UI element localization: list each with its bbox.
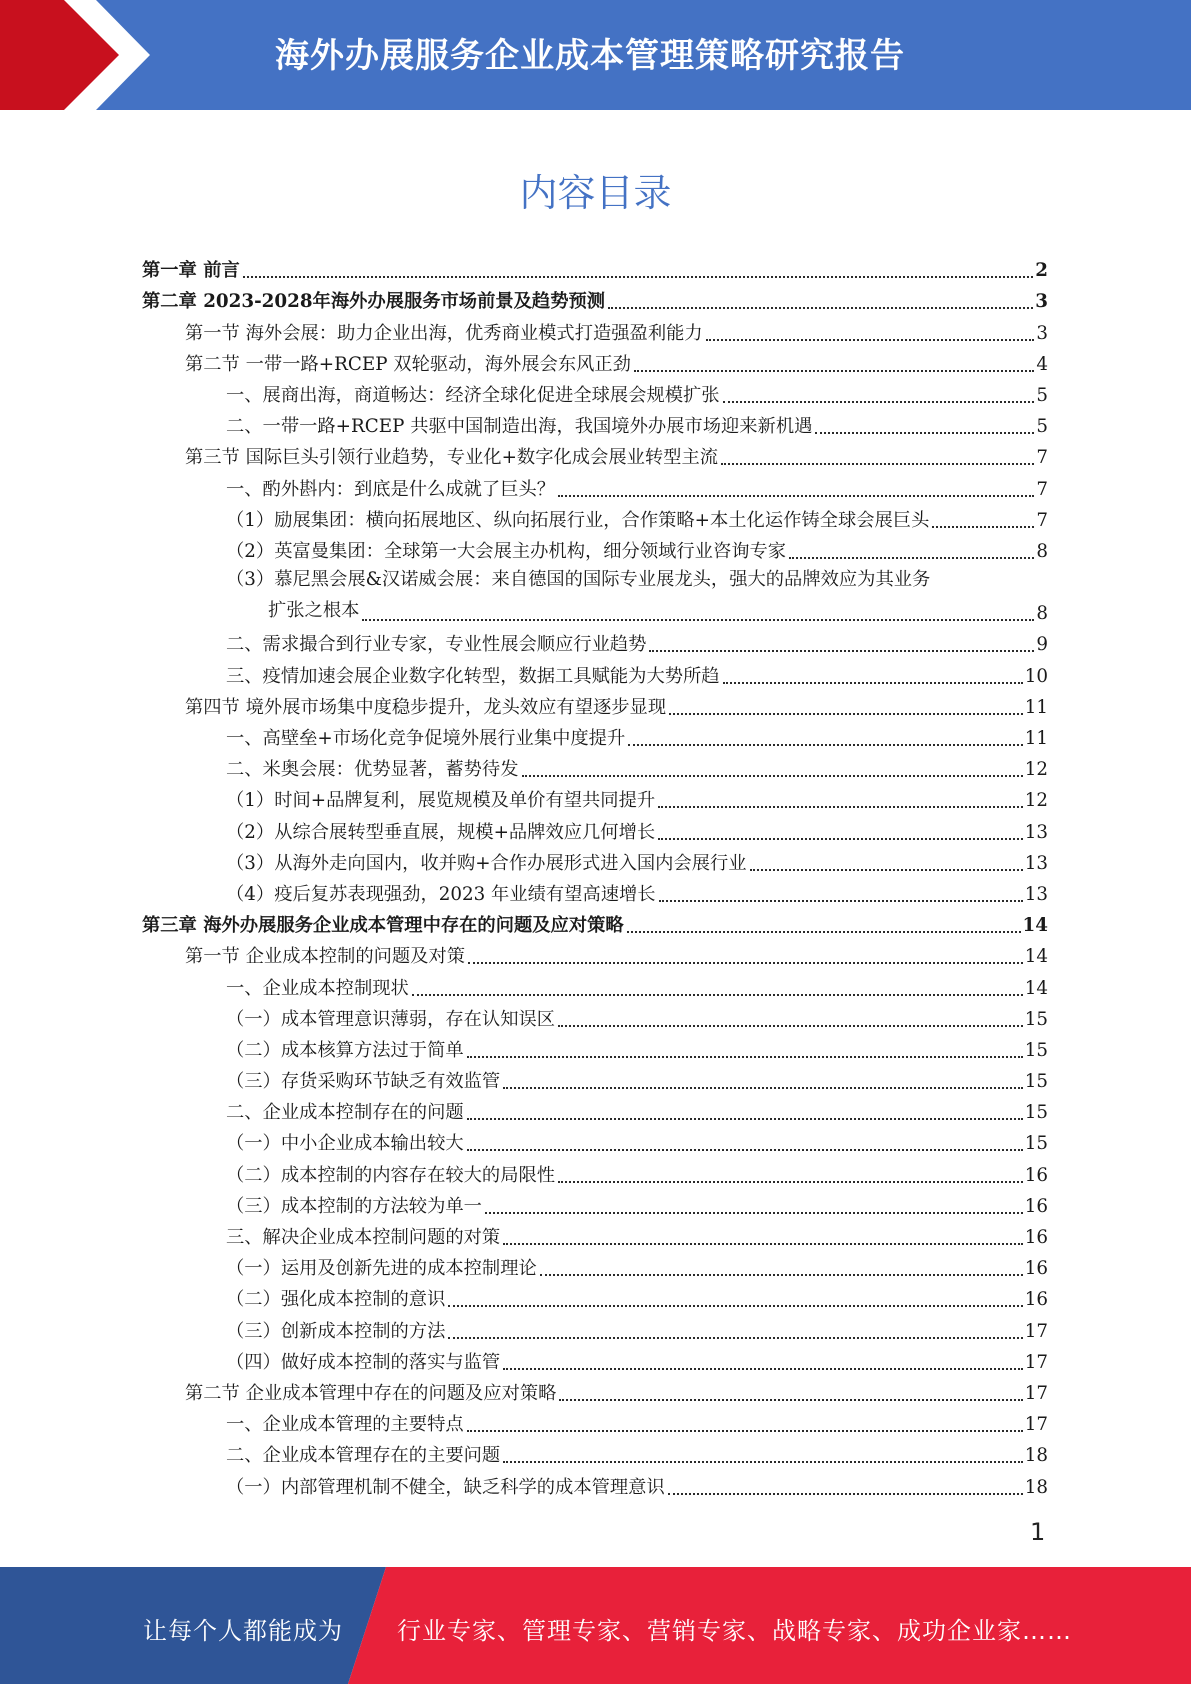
toc-entry[interactable] xyxy=(142,1439,1048,1470)
toc-dot-leader xyxy=(634,369,1034,372)
toc-entry-title: 二、一带一路+RCEP 共驱中国制造出海，我国境外办展市场迎来新机遇 xyxy=(226,416,813,438)
toc-entry-page: 15 xyxy=(1024,1102,1048,1124)
toc-entry-page: 13 xyxy=(1024,883,1048,905)
toc-entry[interactable] xyxy=(142,847,1048,878)
toc-dot-leader xyxy=(467,1429,1023,1432)
toc-entry-page: 3 xyxy=(1036,322,1048,344)
toc-entry-page: 8 xyxy=(1036,603,1048,625)
page-number: 1 xyxy=(1030,1518,1046,1546)
toc-dot-leader xyxy=(540,1273,1023,1276)
toc-entry-title: （四）做好成本控制的落实与监管 xyxy=(226,1351,501,1373)
toc-entry-title: （一）中小企业成本输出较大 xyxy=(226,1133,464,1155)
toc-entry-title: （1）励展集团：横向拓展地区、纵向拓展行业，合作策略+本土化运作铸全球会展巨头 xyxy=(226,509,930,531)
toc-dot-leader xyxy=(723,400,1035,403)
toc-dot-leader xyxy=(503,1086,1023,1089)
toc-dot-leader xyxy=(789,556,1034,559)
toc-entry-page: 12 xyxy=(1024,790,1048,812)
toc-entry[interactable] xyxy=(142,1158,1048,1189)
toc-entry-page: 18 xyxy=(1024,1476,1048,1498)
toc-entry-page: 5 xyxy=(1036,416,1048,438)
toc-dot-leader xyxy=(558,494,1034,497)
toc-entry-title: （二）强化成本控制的意识 xyxy=(226,1289,446,1311)
toc-entry-page: 7 xyxy=(1036,478,1048,500)
toc-dot-leader xyxy=(750,868,1023,871)
toc-dot-leader xyxy=(723,681,1023,684)
toc-entry-page: 16 xyxy=(1024,1195,1048,1217)
toc-entry[interactable] xyxy=(142,1190,1048,1221)
toc-entry-page: 15 xyxy=(1024,1039,1048,1061)
toc-entry-page: 8 xyxy=(1036,540,1048,562)
chevron-arrow-icon xyxy=(0,0,150,110)
toc-dot-leader xyxy=(608,306,1033,309)
toc-entry[interactable] xyxy=(142,1096,1048,1127)
toc-entry-title: 一、企业成本管理的主要特点 xyxy=(226,1414,464,1436)
toc-entry[interactable] xyxy=(142,1127,1048,1158)
toc-dot-leader xyxy=(467,1148,1023,1151)
toc-entry-title: 第一节 企业成本控制的问题及对策 xyxy=(185,946,466,968)
toc-entry-title: （1）时间+品牌复利，展览规模及单价有望共同提升 xyxy=(226,790,656,812)
toc-entry[interactable] xyxy=(142,472,1048,503)
toc-entry-title: 二、需求撮合到行业专家，专业性展会顺应行业趋势 xyxy=(226,634,647,656)
toc-dot-leader xyxy=(658,805,1023,808)
toc-entry[interactable] xyxy=(142,1003,1048,1034)
toc-dot-leader xyxy=(467,1117,1023,1120)
toc-entry-page: 17 xyxy=(1024,1382,1048,1404)
toc-entry[interactable] xyxy=(142,1314,1048,1345)
toc-entry-page: 10 xyxy=(1024,665,1048,687)
toc-entry[interactable] xyxy=(142,1283,1048,1314)
toc-entry-page: 14 xyxy=(1024,946,1048,968)
toc-entry[interactable] xyxy=(142,285,1048,316)
toc-entry[interactable] xyxy=(142,909,1048,940)
toc-entry-title: （4）疫后复苏表现强劲，2023 年业绩有望高速增长 xyxy=(226,883,656,905)
toc-entry-title-continuation: 扩张之根本 xyxy=(268,600,360,622)
toc-entry-title: 第一节 海外会展：助力企业出海，优秀商业模式打造强盈利能力 xyxy=(185,322,703,344)
toc-entry-page: 16 xyxy=(1024,1227,1048,1248)
toc-entry-title: （2）从综合展转型垂直展，规模+品牌效应几何增长 xyxy=(226,821,656,843)
toc-entry-page: 4 xyxy=(1036,353,1048,375)
toc-entry[interactable] xyxy=(142,878,1048,909)
toc-entry-page: 11 xyxy=(1024,728,1048,749)
toc-dot-leader xyxy=(721,462,1034,465)
toc-entry-title: 一、展商出海，商道畅达：经济全球化促进全球展会规模扩张 xyxy=(226,384,720,406)
toc-entry[interactable] xyxy=(142,628,1048,659)
report-header xyxy=(0,0,1191,110)
toc-entry-title: 一、高壁垒+市场化竞争促境外展行业集中度提升 xyxy=(226,728,626,749)
footer-banner xyxy=(0,1567,1191,1684)
toc-entry[interactable] xyxy=(142,659,1048,690)
toc-dot-leader xyxy=(559,1398,1022,1401)
toc-dot-leader xyxy=(412,993,1023,996)
toc-dot-leader xyxy=(467,1055,1023,1058)
toc-entry-title: 第二节 企业成本管理中存在的问题及应对策略 xyxy=(185,1382,557,1404)
toc-entry-page: 7 xyxy=(1036,509,1048,531)
toc-dot-leader xyxy=(448,1336,1022,1339)
toc-dot-leader xyxy=(503,1460,1023,1463)
toc-heading: 内容目录 xyxy=(519,171,672,215)
toc-entry-title: （二）成本核算方法过于简单 xyxy=(226,1039,464,1061)
toc-entry-page: 15 xyxy=(1024,1071,1048,1093)
toc-dot-leader xyxy=(706,338,1035,341)
toc-entry[interactable] xyxy=(142,1065,1048,1096)
toc-entry-title: （三）存货采购环节缺乏有效监管 xyxy=(226,1071,501,1093)
toc-dot-leader xyxy=(362,618,1034,621)
toc-entry-page: 3 xyxy=(1035,291,1048,313)
toc-entry-page: 14 xyxy=(1022,915,1048,937)
toc-entry-page: 2 xyxy=(1035,260,1048,282)
toc-dot-leader xyxy=(628,743,1023,746)
toc-entry[interactable] xyxy=(142,815,1048,846)
toc-entry[interactable] xyxy=(142,1221,1048,1252)
toc-entry-page: 17 xyxy=(1024,1351,1048,1373)
toc-entry[interactable] xyxy=(142,316,1048,347)
toc-dot-leader xyxy=(522,774,1023,777)
table-of-contents xyxy=(142,254,1048,1502)
toc-entry[interactable] xyxy=(142,535,1048,566)
toc-entry-title: 第三章 海外办展服务企业成本管理中存在的问题及应对策略 xyxy=(142,915,624,937)
toc-entry-title: 第四节 境外展市场集中度稳步提升，龙头效应有望逐步显现 xyxy=(185,696,667,718)
toc-entry-title: （3）慕尼黑会展&汉诺威会展：来自德国的国际专业展龙头，强大的品牌效应为其业务 xyxy=(226,568,931,590)
footer-slogan-right: 行业专家、管理专家、营销专家、战略专家、成功企业家…… xyxy=(397,1617,1072,1645)
toc-entry-page: 7 xyxy=(1036,447,1048,469)
toc-entry-title: （三）成本控制的方法较为单一 xyxy=(226,1195,482,1217)
toc-entry-page: 14 xyxy=(1024,977,1048,999)
toc-dot-leader xyxy=(669,712,1023,715)
toc-entry-title: 二、企业成本管理存在的主要问题 xyxy=(226,1445,501,1467)
toc-entry[interactable] xyxy=(142,441,1048,472)
toc-dot-leader xyxy=(558,1180,1023,1183)
toc-dot-leader xyxy=(448,1304,1022,1307)
toc-entry[interactable] xyxy=(142,784,1048,815)
toc-dot-leader xyxy=(243,275,1033,278)
toc-entry-page: 16 xyxy=(1024,1164,1048,1186)
toc-entry-page: 16 xyxy=(1024,1289,1048,1311)
toc-dot-leader xyxy=(503,1367,1023,1370)
toc-entry-page: 17 xyxy=(1024,1320,1048,1342)
toc-entry[interactable] xyxy=(142,1470,1048,1501)
toc-dot-leader xyxy=(468,961,1023,964)
toc-dot-leader xyxy=(668,1492,1023,1495)
toc-entry-title: （三）创新成本控制的方法 xyxy=(226,1320,446,1342)
toc-entry-title: 二、米奥会展：优势显著，蓄势待发 xyxy=(226,759,519,781)
toc-entry-title: 第二章 2023-2028年海外办展服务市场前景及趋势预测 xyxy=(142,291,606,313)
toc-dot-leader xyxy=(649,649,1034,652)
toc-dot-leader xyxy=(658,837,1023,840)
toc-entry-title: （一）运用及创新先进的成本控制理论 xyxy=(226,1258,537,1280)
toc-entry-title: （二）成本控制的内容存在较大的局限性 xyxy=(226,1164,556,1186)
toc-entry[interactable] xyxy=(142,348,1048,379)
toc-entry[interactable] xyxy=(142,753,1048,784)
toc-entry-title: 第二节 一带一路+RCEP 双轮驱动，海外展会东风正劲 xyxy=(185,353,631,375)
toc-entry-page: 5 xyxy=(1036,384,1048,406)
toc-entry-title: （一）内部管理机制不健全，缺乏科学的成本管理意识 xyxy=(226,1476,665,1498)
toc-entry[interactable] xyxy=(142,940,1048,971)
toc-entry-title: （2）英富曼集团：全球第一大会展主办机构，细分领域行业咨询专家 xyxy=(226,540,787,562)
toc-entry-page: 13 xyxy=(1024,852,1048,874)
toc-entry-title: 第三节 国际巨头引领行业趋势，专业化+数字化成会展业转型主流 xyxy=(185,447,719,469)
toc-dot-leader xyxy=(659,899,1023,902)
report-title: 海外办展服务企业成本管理策略研究报告 xyxy=(275,36,905,76)
toc-entry[interactable] xyxy=(142,1377,1048,1408)
toc-entry-title: 第一章 前言 xyxy=(142,260,240,282)
toc-entry-title: 一、企业成本控制现状 xyxy=(226,977,409,999)
toc-entry-page: 13 xyxy=(1024,821,1048,843)
toc-entry-page: 15 xyxy=(1024,1133,1048,1155)
toc-entry[interactable] xyxy=(142,722,1048,753)
toc-dot-leader xyxy=(932,525,1034,528)
toc-entry-title: （3）从海外走向国内，收并购+合作办展形式进入国内会展行业 xyxy=(226,852,747,874)
toc-entry[interactable] xyxy=(142,410,1048,441)
toc-entry-title: 二、企业成本控制存在的问题 xyxy=(226,1102,464,1124)
toc-entry[interactable] xyxy=(142,971,1048,1002)
toc-entry[interactable] xyxy=(142,504,1048,535)
toc-entry[interactable] xyxy=(142,566,1048,628)
toc-entry-page: 12 xyxy=(1024,759,1048,781)
toc-entry-page: 18 xyxy=(1024,1445,1048,1467)
toc-entry[interactable] xyxy=(142,379,1048,410)
toc-entry[interactable] xyxy=(142,1408,1048,1439)
toc-entry[interactable] xyxy=(142,1252,1048,1283)
toc-entry-page: 17 xyxy=(1024,1414,1048,1436)
toc-entry[interactable] xyxy=(142,1034,1048,1065)
toc-entry[interactable] xyxy=(142,691,1048,722)
toc-entry-title: 一、酌外斟内：到底是什么成就了巨头？ xyxy=(226,478,556,500)
toc-entry-title: 三、解决企业成本控制问题的对策 xyxy=(226,1227,501,1248)
toc-dot-leader xyxy=(627,930,1021,933)
toc-entry-page: 15 xyxy=(1024,1008,1048,1030)
toc-entry-title: （一）成本管理意识薄弱，存在认知误区 xyxy=(226,1008,556,1030)
toc-entry-title: 三、疫情加速会展企业数字化转型，数据工具赋能为大势所趋 xyxy=(226,665,720,687)
toc-entry[interactable] xyxy=(142,254,1048,285)
footer-slogan-left: 让每个人都能成为 xyxy=(143,1617,343,1645)
toc-dot-leader xyxy=(815,431,1034,434)
toc-dot-leader xyxy=(503,1242,1023,1245)
toc-dot-leader xyxy=(485,1211,1023,1214)
toc-dot-leader xyxy=(558,1024,1023,1027)
toc-entry-page: 9 xyxy=(1036,634,1048,656)
toc-entry[interactable] xyxy=(142,1346,1048,1377)
toc-entry-page: 16 xyxy=(1024,1258,1048,1280)
toc-entry-page: 11 xyxy=(1024,696,1048,718)
